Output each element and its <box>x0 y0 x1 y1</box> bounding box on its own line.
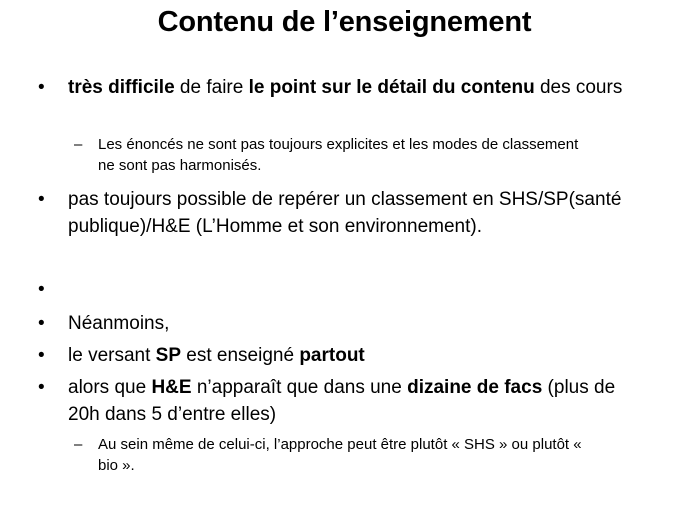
bullet-text: n’apparaît que dans une <box>191 377 408 398</box>
bullet-text: est enseigné <box>181 345 300 366</box>
bullet-text: pas toujours possible de repérer un classement en SHS/SP(santé publique)/H&E (L’Homme et son environnement). <box>68 189 622 237</box>
bullet-marker: • <box>38 77 45 98</box>
bullet-text-bold: partout <box>299 345 365 366</box>
bullet-text: alors que <box>68 377 152 398</box>
bullet-text-bold: dizaine de facs <box>407 377 543 398</box>
sub-bullet-text: Les énoncés ne sont pas toujours explicites et les modes de classement ne sont pas harmonisés. <box>98 136 579 174</box>
bullet-item-nevertheless <box>38 310 628 337</box>
bullet-text-bold: très difficile <box>68 77 175 98</box>
sub-bullet-item-statements <box>74 134 598 176</box>
bullet-marker: • <box>38 313 45 334</box>
bullet-marker: • <box>38 279 45 300</box>
bullet-marker: • <box>38 189 45 210</box>
bullet-text: de faire <box>174 77 249 98</box>
bullet-item-difficulty <box>38 74 628 101</box>
bullet-text: le versant <box>68 345 156 366</box>
sub-bullet-text: Au sein même de celui-ci, l’approche peut être plutôt « SHS » ou plutôt « bio ». <box>98 436 582 474</box>
sub-bullet-marker: – <box>74 436 83 453</box>
bullet-item-sp <box>38 342 628 369</box>
bullet-marker: • <box>38 377 45 398</box>
bullet-text-bold: le point sur le détail du contenu <box>248 77 535 98</box>
sub-bullet-marker: – <box>74 136 83 153</box>
sub-bullet-item-approach <box>74 434 598 476</box>
bullet-text: Néanmoins, <box>68 313 170 334</box>
bullet-item-classification <box>38 186 628 240</box>
bullet-text-bold: SP <box>155 345 182 366</box>
bullet-text-bold: H&E <box>151 377 192 398</box>
bullet-text: des cours <box>534 77 623 98</box>
bullet-text: (plus de 20h dans 5 d’entre elles) <box>68 377 616 425</box>
slide-title: Contenu de l’enseignement <box>157 6 532 38</box>
bullet-marker: • <box>38 345 45 366</box>
bullet-item-he <box>38 374 628 428</box>
